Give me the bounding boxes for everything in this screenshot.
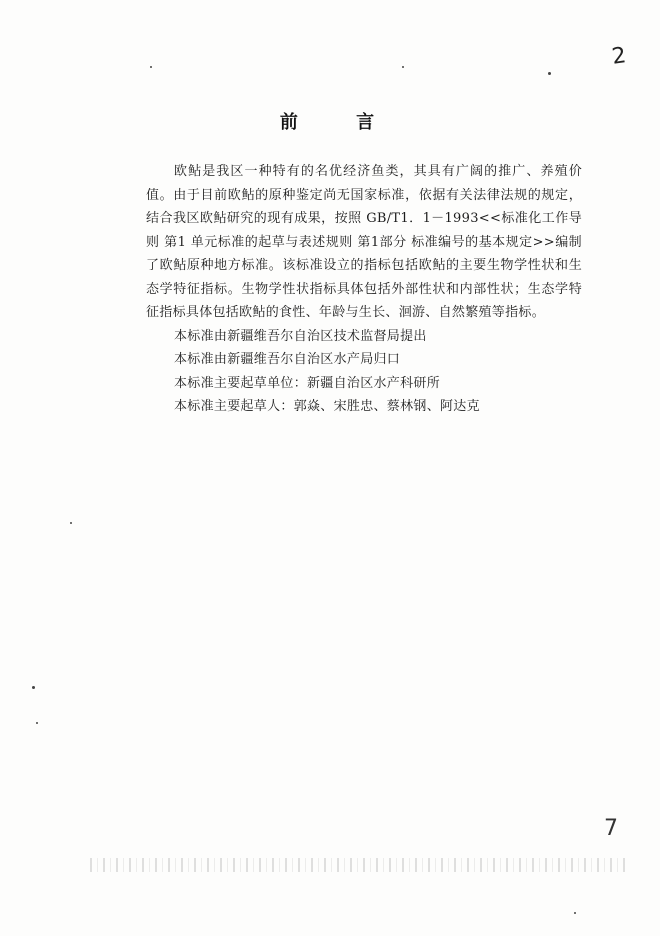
statement-proposer: 本标准由新疆维吾尔自治区技术监督局提出 [174,328,427,344]
scan-speck [36,722,38,724]
scan-speck [70,522,72,524]
scan-noise-line [90,858,630,872]
scan-speck [574,912,576,914]
scan-speck [150,66,152,68]
handwritten-page-number: 2 [610,43,628,70]
intro-paragraph: 欧鲇是我区一种特有的名优经济鱼类，其具有广阔的推广、养殖价值。由于目前欧鲇的原种鉴定尚无国家标准，依据有关法律法规的规定，结合我区欧鲇研究的现有成果，按照 GB/T1．1－1993<<标准化工作导则 第1 单元标准的起草与表述规则 第1部分 标准编号的基本规定>>编制了欧鲇原种地方标准。该标准设立的指标包括欧鲇的主要生物学性状和生态学特征指标。生物学性状指标具体包括外部性状和内部性状；生态学特征指标具体包括欧鲇的食性、年龄与生长、洄游、自然繁殖等指标。 [146,164,582,320]
statement-drafters: 本标准主要起草人：郭焱、宋胜忠、蔡林钢、阿达克 [174,399,480,414]
scan-speck [548,72,551,75]
scan-speck [402,66,404,68]
scan-speck [32,686,35,689]
handwritten-bottom-mark: 7 [604,816,618,841]
page-title: 前 言 [279,112,401,133]
document-body [146,160,582,419]
statement-administrator: 本标准由新疆维吾尔自治区水产局归口 [174,352,401,367]
statement-drafting-unit: 本标准主要起草单位：新疆自治区水产科研所 [174,375,441,391]
